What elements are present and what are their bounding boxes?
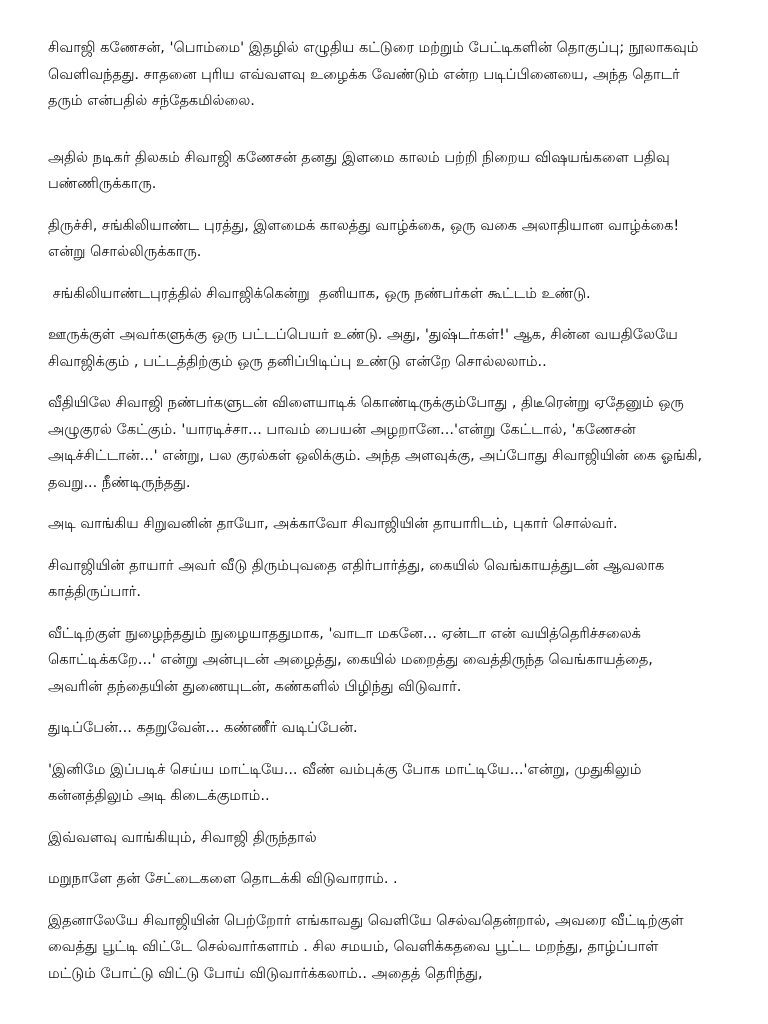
paragraph-4: சங்கிலியாண்டபுரத்தில் சிவாஜிக்கென்று தனியாக, ஒரு நண்பர்கள் கூட்டம் உண்டு. <box>48 285 591 302</box>
paragraph-1: சிவாஜி கணேசன், 'பொம்மை' இதழில் எழுதிய கட்டுரை மற்றும் பேட்டிகளின் தொகுப்பு; நூலாகவும் வெளிவந்தது. சாதனை புரிய எவ்வளவு உழைக்க வேண்டும் என்ற படிப்பினையை, அந்த தொடர் தரும் என்பதில் சந்தேகமில்லை. <box>48 40 699 109</box>
paragraph-9: வீட்டிற்குள் நுழைந்ததும் நுழையாததுமாக, 'வாடா மகனே... ஏன்டா என் வயித்தெரிச்சலைக் கொட்டிக்கறே...' என்று அன்புடன் அழைத்து, கையில் மறைத்து வைத்திருந்த வெங்காயத்தை, அவரின் தந்தையின் துணையுடன், கண்களில் பிழிந்து விடுவார். <box>48 625 653 695</box>
paragraph-6: வீதியிலே சிவாஜி நண்பர்களுடன் விளையாடிக் கொண்டிருக்கும்போது , திடீரென்று ஏதேனும் ஒரு அழுகுரல் கேட்கும். 'யாரடிச்சா... பாவம் பையன் அழறானே...'என்று கேட்டால், 'கணேசன் அடிச்சிட்டான்...' என்று, பல குரல்கள் ஒலிக்கும். அந்த அளவுக்கு, அப்போது சிவாஜியின் கை ஓங்கி, தவறு... நீண்டிருந்தது. <box>48 395 703 491</box>
paragraph-7: அடி வாங்கிய சிறுவனின் தாயோ, அக்காவோ சிவாஜியின் தாயாரிடம், புகார் சொல்வர். <box>48 516 618 532</box>
paragraph-13: மறுநாளே தன் சேட்டைகளை தொடக்கி விடுவாராம். . <box>48 871 398 887</box>
paragraph-11: 'இனிமே இப்படிச் செய்ய மாட்டியே... வீண் வம்புக்கு போக மாட்டியே...'என்று, முதுகிலும் கன்னத்திலும் அடி கிடைக்குமாம்.. <box>48 761 642 804</box>
paragraph-10: துடிப்பேன்... கதறுவேன்... கண்ணீர் வடிப்பேன். <box>48 720 358 736</box>
paragraph-3: திருச்சி, சங்கிலியாண்ட புரத்து, இளமைக் காலத்து வாழ்க்கை, ஒரு வகை அலாதியான வாழ்க்கை! என்று சொல்லிருக்காரு. <box>48 217 680 260</box>
paragraph-2: அதில் நடிகர் திலகம் சிவாஜி கணேசன் தனது இளமை காலம் பற்றி நிறைய விஷயங்களை பதிவு பண்ணிருக்காரு. <box>48 149 670 192</box>
paragraph-5: ஊருக்குள் அவர்களுக்கு ஒரு பட்டப்பெயர் உண்டு. அது, 'துஷ்டர்கள்!' ஆக, சின்ன வயதிலேயே சிவாஜிக்கும் , பட்டத்திற்கும் ஒரு தனிப்பிடிப்பு உண்டு என்றே சொல்லலாம்.. <box>48 327 678 370</box>
paragraph-14: இதனாலேயே சிவாஜியின் பெற்றோர் எங்காவது வெளியே செல்வதென்றால், அவரை வீட்டிற்குள் வைத்து பூட்டி விட்டே செல்வார்களாம் . சில சமயம், வெளிக்கதவை பூட்ட மறந்து, தாழ்ப்பாள் மட்டும் போட்டு விட்டு போய் விடுவார்க்கலாம்.. அதைத் தெரிந்து, <box>48 912 684 982</box>
paragraph-12: இவ்வளவு வாங்கியும், சிவாஜி திருந்தால் <box>48 829 317 846</box>
paragraph-8: சிவாஜியின் தாயார் அவர் வீடு திரும்புவதை எதிர்பார்த்து, கையில் வெங்காயத்துடன் ஆவலாக காத்திருப்பார். <box>48 557 665 600</box>
